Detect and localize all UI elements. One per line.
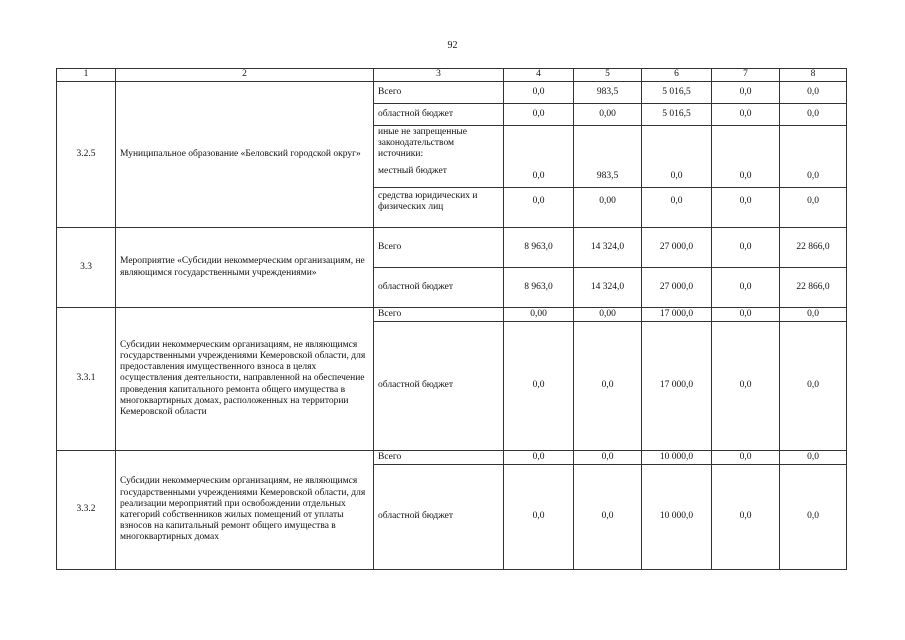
item-number: 3.2.5	[57, 82, 116, 228]
value-cell: 0,0	[712, 451, 780, 465]
page-number: 92	[447, 40, 458, 51]
funding-source: областной бюджет	[374, 104, 504, 126]
value-cell: 0,0	[504, 451, 574, 465]
value-cell: 10 000,0	[642, 451, 712, 465]
item-number: 3.3.1	[57, 308, 116, 451]
value-cell: 0,0	[712, 104, 780, 126]
funding-source-header: иные не запрещенные законодательством источники:	[378, 127, 468, 160]
value-cell: 983,5	[574, 126, 642, 188]
value-cell: 14 324,0	[574, 268, 642, 308]
value-cell: 0,0	[712, 322, 780, 451]
value-cell: 0,0	[780, 451, 847, 465]
funding-source-group	[374, 126, 504, 188]
funding-source: средства юридических и физических лиц	[374, 188, 504, 228]
item-name: Мероприятие «Субсидии некоммерческим организациям, не являющимся государственными учреждениями»	[116, 228, 374, 308]
value-cell: 0,00	[574, 188, 642, 228]
funding-source: местный бюджет	[378, 165, 447, 176]
value-cell: 0,0	[780, 104, 847, 126]
value-cell: 0,00	[574, 308, 642, 322]
value-cell: 0,0	[780, 126, 847, 188]
value-cell: 22 866,0	[780, 228, 847, 268]
funding-source: областной бюджет	[374, 268, 504, 308]
value-cell: 0,0	[574, 451, 642, 465]
table-row	[57, 82, 847, 104]
budget-table	[56, 68, 847, 570]
value-cell: 0,0	[504, 104, 574, 126]
funding-source: Всего	[374, 451, 504, 465]
value-cell: 17 000,0	[642, 322, 712, 451]
value-cell: 0,0	[504, 465, 574, 570]
value-cell: 0,00	[574, 104, 642, 126]
item-name: Субсидии некоммерческим организациям, не являющимся государственными учреждениями Кемеровской области, для реализации мероприятий при освобождении отдельных категорий собственников жилых помещений от уплаты взносов на капитальный ремонт общего имущества в многоквартирных домах	[116, 451, 374, 570]
header-row	[57, 69, 847, 82]
value-cell: 17 000,0	[642, 308, 712, 322]
value-cell: 0,0	[780, 188, 847, 228]
item-name: Субсидии некоммерческим организациям, не являющимся государственными учреждениями Кемеровской области, для предоставления имущественного взноса в целях осуществления деятельности, направленной на обеспечение проведения капитального ремонта общего имущества в многоквартирных домах, расположенных на территории Кемеровской области	[116, 308, 374, 451]
value-cell: 0,0	[780, 308, 847, 322]
column-header: 6	[642, 69, 712, 82]
value-cell: 27 000,0	[642, 228, 712, 268]
value-cell: 27 000,0	[642, 268, 712, 308]
value-cell: 0,0	[780, 465, 847, 570]
value-cell: 0,0	[504, 188, 574, 228]
value-cell: 0,0	[780, 322, 847, 451]
value-cell: 22 866,0	[780, 268, 847, 308]
funding-source: областной бюджет	[374, 465, 504, 570]
value-cell: 10 000,0	[642, 465, 712, 570]
value-cell: 0,0	[780, 82, 847, 104]
value-cell: 0,0	[712, 228, 780, 268]
column-header: 3	[374, 69, 504, 82]
value-cell: 0,0	[574, 465, 642, 570]
value-cell: 0,0	[712, 126, 780, 188]
column-header: 7	[712, 69, 780, 82]
value-cell: 0,0	[712, 82, 780, 104]
value-cell: 0,0	[504, 322, 574, 451]
item-number: 3.3	[57, 228, 116, 308]
value-cell: 983,5	[574, 82, 642, 104]
value-cell: 0,0	[642, 126, 712, 188]
value-cell: 0,0	[574, 322, 642, 451]
value-cell: 0,0	[712, 188, 780, 228]
column-header: 2	[116, 69, 374, 82]
value-cell: 0,0	[504, 126, 574, 188]
value-cell: 0,0	[712, 268, 780, 308]
value-cell: 0,0	[642, 188, 712, 228]
value-cell: 5 016,5	[642, 104, 712, 126]
column-header: 4	[504, 69, 574, 82]
item-name: Муниципальное образование «Беловский городской округ»	[116, 82, 374, 228]
column-header: 5	[574, 69, 642, 82]
funding-source: Всего	[374, 82, 504, 104]
value-cell: 0,0	[504, 82, 574, 104]
funding-source: областной бюджет	[374, 322, 504, 451]
funding-source: Всего	[374, 308, 504, 322]
table-row	[57, 451, 847, 465]
item-number: 3.3.2	[57, 451, 116, 570]
value-cell: 8 963,0	[504, 228, 574, 268]
table-row	[57, 228, 847, 268]
value-cell: 0,0	[712, 465, 780, 570]
table-row	[57, 308, 847, 322]
value-cell: 0,00	[504, 308, 574, 322]
value-cell: 0,0	[712, 308, 780, 322]
value-cell: 5 016,5	[642, 82, 712, 104]
column-header: 8	[780, 69, 847, 82]
value-cell: 14 324,0	[574, 228, 642, 268]
funding-source: Всего	[374, 228, 504, 268]
column-header: 1	[57, 69, 116, 82]
value-cell: 8 963,0	[504, 268, 574, 308]
